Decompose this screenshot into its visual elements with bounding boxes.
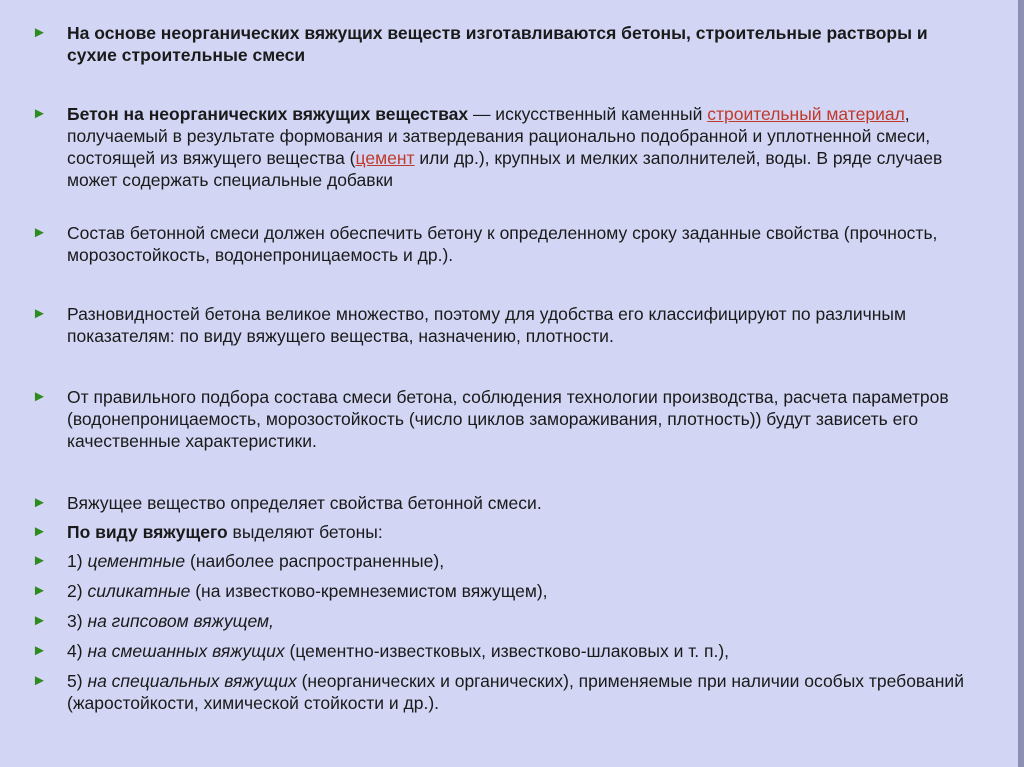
paragraph-text: Вяжущее вещество определяет свойства бетонной смеси. xyxy=(67,493,542,513)
text-span: 2) xyxy=(67,581,88,601)
text-span: 5) xyxy=(67,671,88,691)
bullet-arrow-icon: ► xyxy=(32,494,47,511)
bullet-arrow-icon: ► xyxy=(32,582,47,599)
paragraph-text xyxy=(67,22,972,66)
paragraph-text: От правильного подбора состава смеси бетона, соблюдения технологии производства, расчета параметров (водонепроницаемость, морозостойкость (число циклов замораживания, плотность)) будут зависеть его качественные характеристики. xyxy=(67,387,949,451)
paragraph-text: Состав бетонной смеси должен обеспечить бетону к определенному сроку заданные свойства (прочность, морозостойкость, водонепроницаемость и др.). xyxy=(67,223,938,265)
text-span: 1) xyxy=(67,551,88,571)
list-item-special xyxy=(32,670,972,714)
paragraph-binder-defines xyxy=(32,492,972,514)
bullet-arrow-icon: ► xyxy=(32,523,47,540)
bullet-arrow-icon: ► xyxy=(32,612,47,629)
text-span: — искусственный каменный xyxy=(468,104,708,124)
text-span: , получаемый в результате формования и затвердевания рационально подобранной и уплотненной смеси, состоящей из вяжущего вещества ( xyxy=(67,104,931,168)
list-item-silicate xyxy=(32,580,972,602)
bullet-arrow-icon: ► xyxy=(32,224,47,241)
list-item-cement xyxy=(32,550,972,572)
list-item-mixed xyxy=(32,640,972,662)
paragraph-characteristics xyxy=(32,386,972,452)
italic-text: на гипсовом вяжущем, xyxy=(87,611,274,631)
italic-text: цементные xyxy=(87,551,186,571)
bold-text: По виду вяжущего xyxy=(67,522,228,542)
text-span: 4) xyxy=(67,641,88,661)
paragraph-text xyxy=(67,550,972,572)
bullet-arrow-icon: ► xyxy=(32,672,47,689)
paragraph-mix-composition xyxy=(32,222,972,266)
bold-text: Бетон на неорганических вяжущих веществах xyxy=(67,104,469,124)
paragraph-text xyxy=(67,580,972,602)
bullet-arrow-icon: ► xyxy=(32,305,47,322)
bullet-arrow-icon: ► xyxy=(32,105,47,122)
paragraph-by-binder-type xyxy=(32,521,972,543)
cement-link[interactable]: цемент xyxy=(355,148,415,168)
italic-text: на специальных вяжущих xyxy=(87,671,297,691)
text-span: или др.), крупных и мелких заполнителей, воды. В ряде случаев может содержать специальные добавки xyxy=(67,148,943,190)
paragraph-text xyxy=(67,521,972,543)
text-span: (цементно-известковых, известково-шлаковых и т. п.), xyxy=(284,641,730,661)
text-span: (на известково-кремнеземистом вяжущем), xyxy=(190,581,548,601)
paragraph-text xyxy=(67,670,972,714)
bullet-arrow-icon: ► xyxy=(32,642,47,659)
bullet-arrow-icon: ► xyxy=(32,388,47,405)
paragraph-varieties xyxy=(32,303,972,347)
italic-text: на смешанных вяжущих xyxy=(87,641,285,661)
bullet-arrow-icon: ► xyxy=(32,24,47,41)
bold-text: На основе неорганических вяжущих веществ изготавливаются бетоны, строительные растворы и сухие строительные смеси xyxy=(67,23,928,65)
list-item-gypsum xyxy=(32,610,972,632)
text-span: (наиболее распространенные), xyxy=(185,551,445,571)
paragraph-text: Разновидностей бетона великое множество, поэтому для удобства его классифицируют по различным показателям: по виду вяжущего вещества, назначению, плотности. xyxy=(67,304,906,346)
paragraph-text xyxy=(67,640,972,662)
paragraph-inorganic-binders xyxy=(32,22,972,66)
text-span: выделяют бетоны: xyxy=(227,522,383,542)
paragraph-text xyxy=(67,610,972,632)
text-span: (неорганических и органических), применяемые при наличии особых требований (жаростойкости, химической стойкости и др.). xyxy=(67,671,964,713)
bullet-arrow-icon: ► xyxy=(32,552,47,569)
text-span: 3) xyxy=(67,611,88,631)
paragraph-concrete-definition xyxy=(32,103,972,191)
italic-text: силикатные xyxy=(87,581,191,601)
paragraph-text xyxy=(67,103,972,191)
building-material-link[interactable]: строительный материал xyxy=(707,104,905,124)
slide-right-border xyxy=(1018,0,1024,767)
